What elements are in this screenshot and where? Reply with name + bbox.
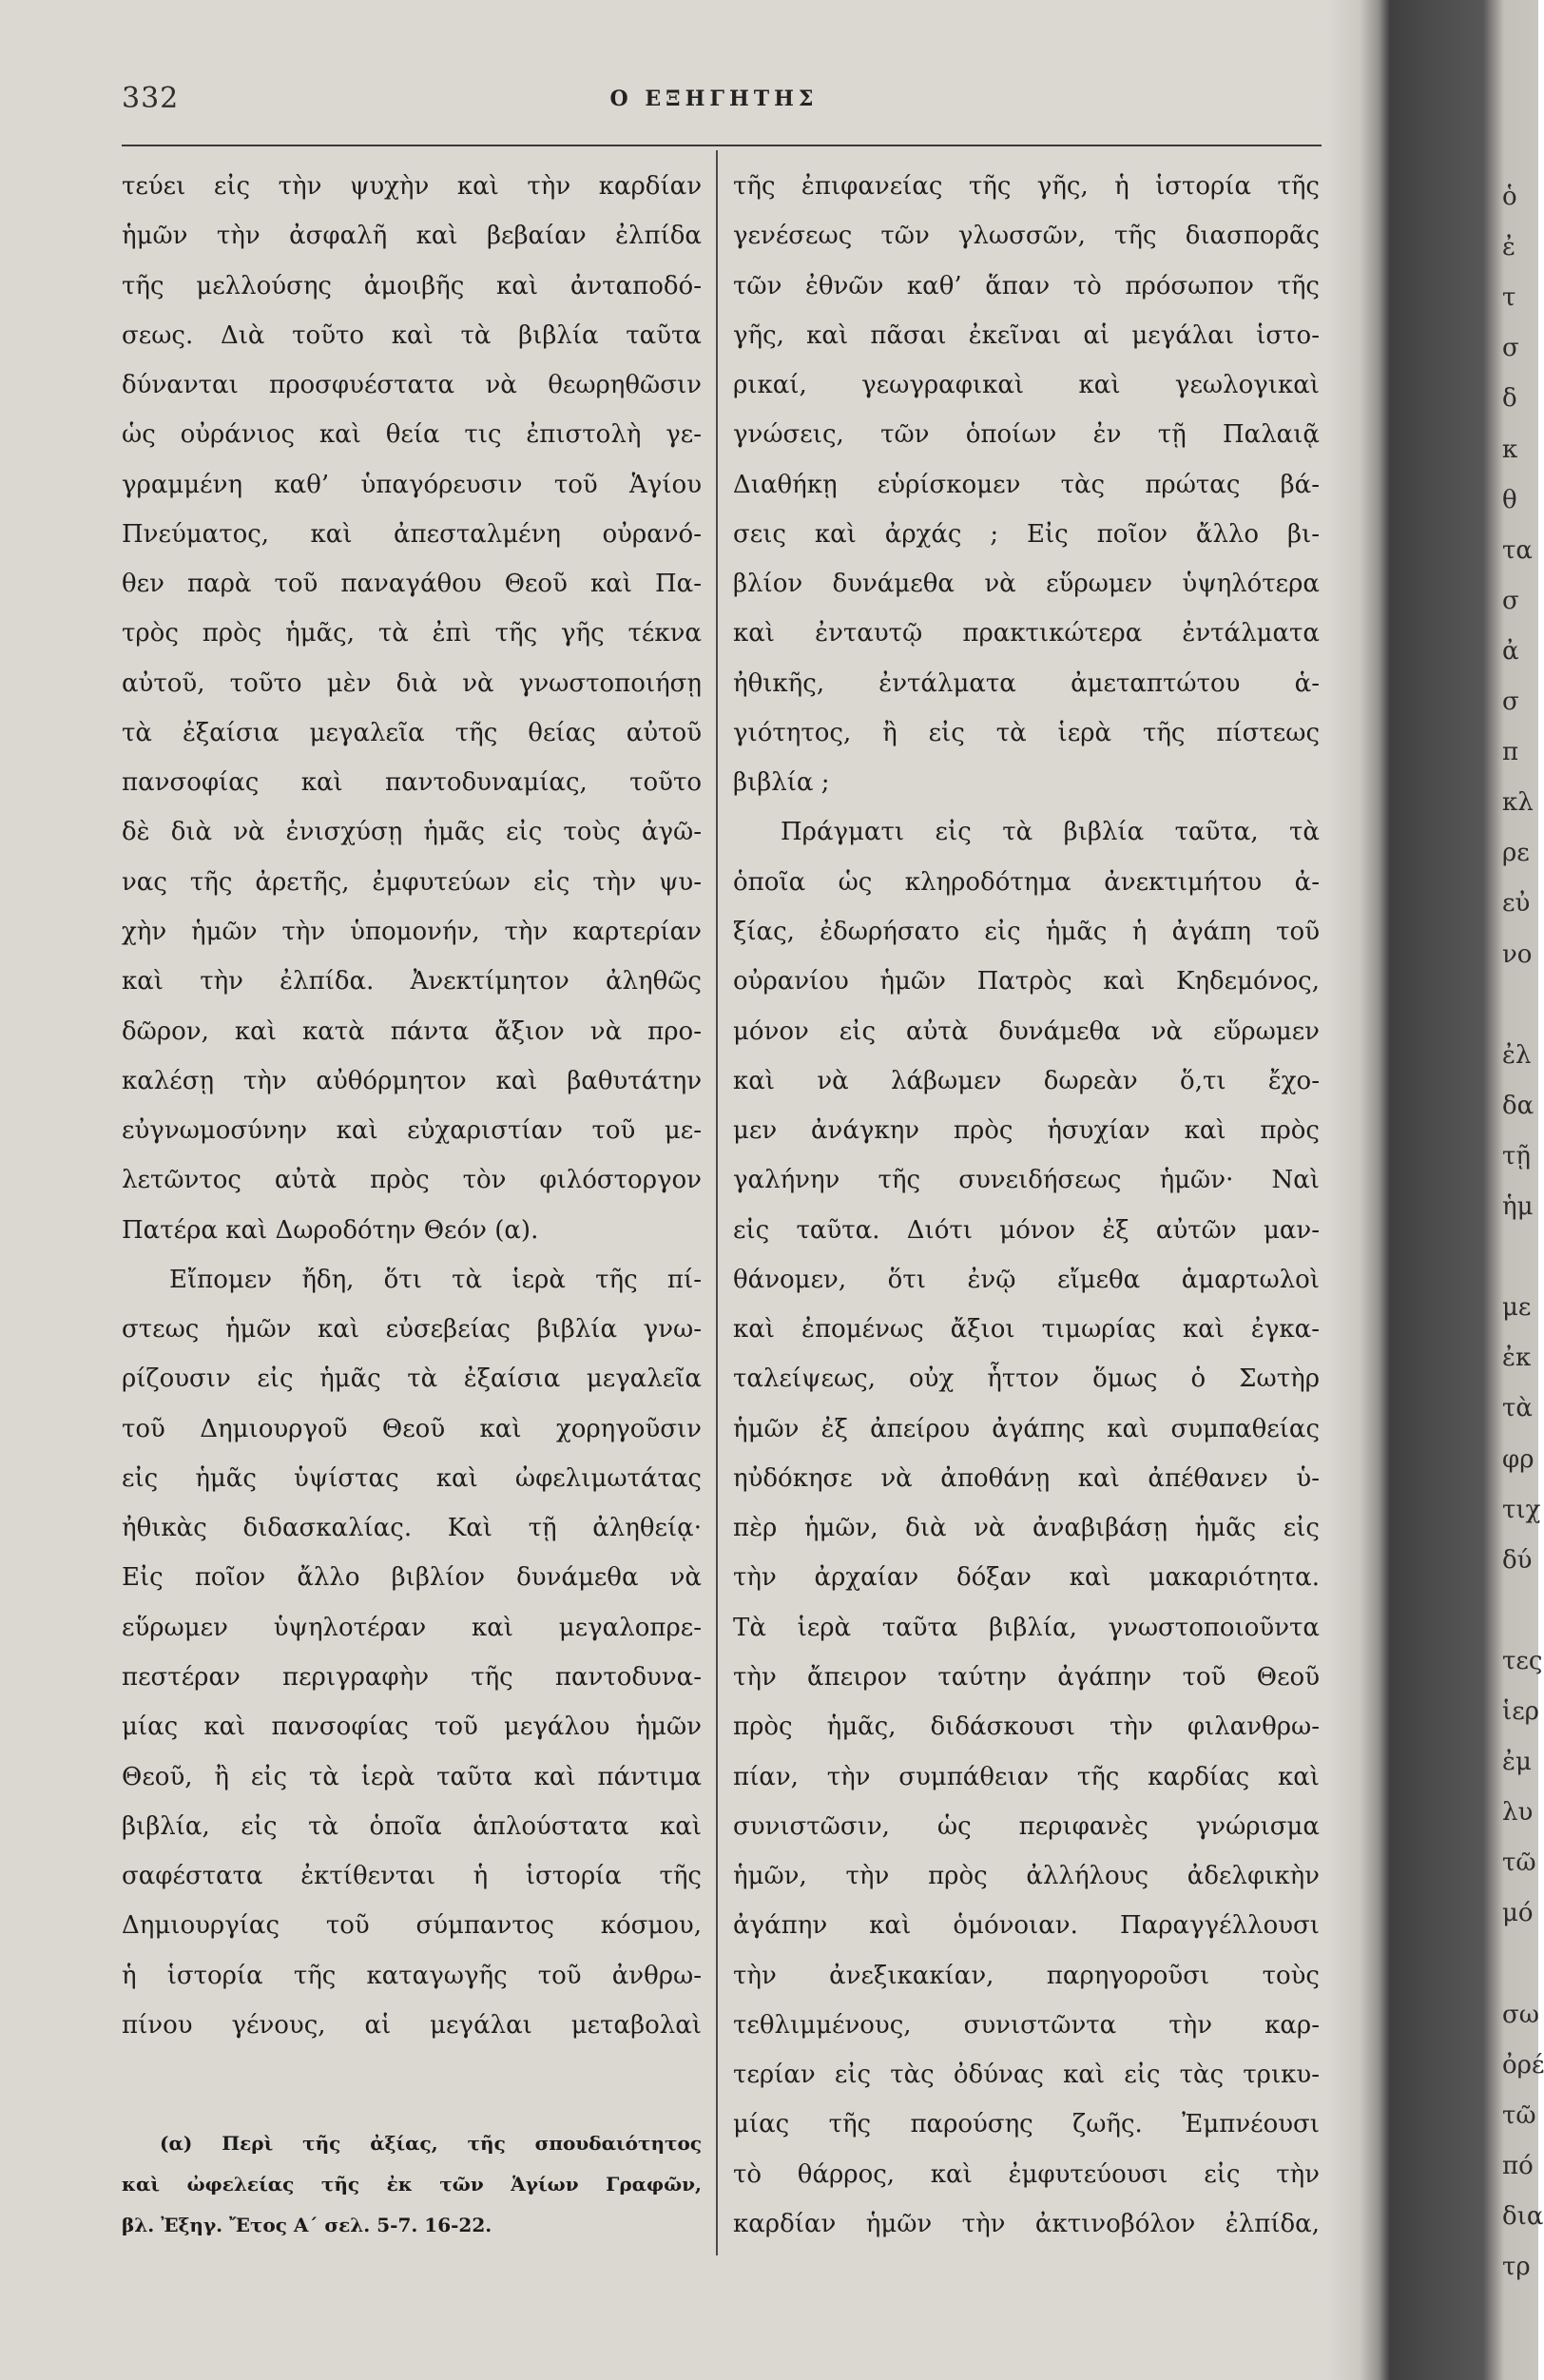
text-line: ηὐδόκησε νὰ ἀποθάνῃ καὶ ἀπέθανεν ὑ- [733, 1463, 1320, 1493]
facing-page-fragment: ἡμ [1502, 1192, 1534, 1221]
text-line: πίαν, τὴν συμπάθειαν τῆς καρδίας καὶ [733, 1762, 1320, 1791]
text-line: νας τῆς ἀρετῆς, ἐμφυτεύων εἰς τὴν ψυ- [122, 867, 702, 897]
right-text-column [733, 162, 1320, 2249]
text-line: τὴν ἀνεξικακίαν, παρηγοροῦσι τοὺς [733, 1961, 1320, 1990]
text-line: τῶν ἐθνῶν καθ’ ἅπαν τὸ πρόσωπον τῆς [733, 271, 1320, 300]
text-line: ρικαί, γεωγραφικαὶ καὶ γεωλογικαὶ [733, 371, 1320, 400]
text-line: γνώσεις, τῶν ὁποίων ἐν τῇ Παλαιᾷ [733, 420, 1320, 450]
facing-page-fragment: ὁ [1502, 183, 1517, 211]
text-line: εἰς ἡμᾶς ὑψίστας καὶ ὠφελιμωτάτας [122, 1463, 702, 1493]
text-line: πρὸς ἡμᾶς, διδάσκουσι τὴν φιλανθρω- [733, 1712, 1320, 1742]
text-line: βλίον δυνάμεθα νὰ εὕρωμεν ὑψηλότερα [733, 570, 1320, 599]
facing-page-fragment: τιχ [1502, 1495, 1541, 1524]
text-line: εὕρωμεν ὑψηλοτέραν καὶ μεγαλοπρε- [122, 1613, 702, 1642]
text-line: πανσοφίας καὶ παντοδυναμίας, τοῦτο [122, 768, 702, 798]
text-line: ὁποῖα ὡς κληροδότημα ἀνεκτιμήτου ἀ- [733, 867, 1320, 897]
text-line: Εἴπομεν ἤδη, ὅτι τὰ ἱερὰ τῆς πί- [169, 1265, 702, 1294]
text-line: συνιστῶσιν, ὡς περιφανὲς γνώρισμα [733, 1811, 1320, 1841]
facing-page-fragment: σω [1502, 2000, 1539, 2029]
text-line: αὐτοῦ, τοῦτο μὲν διὰ νὰ γνωστοποιήσῃ [122, 668, 702, 698]
text-line: τεύει εἰς τὴν ψυχὴν καὶ τὴν καρδίαν [122, 172, 702, 201]
footnote-line: καὶ ὠφελείας τῆς ἐκ τῶν Ἁγίων Γραφῶν, [122, 2173, 702, 2196]
text-line: τοῦ Δημιουργοῦ Θεοῦ καὶ χορηγοῦσιν [122, 1414, 702, 1443]
facing-page-fragment: ρε [1502, 839, 1530, 868]
facing-page-fragment: ἱερ [1502, 1697, 1539, 1726]
running-title: Ο ΕΞΗΓΗΤΗΣ [609, 87, 819, 111]
text-line: στεως ἡμῶν καὶ εὐσεβείας βιβλία γνω- [122, 1315, 702, 1345]
facing-page-fragment: τῇ [1502, 1141, 1531, 1171]
text-line: βιβλία ; [733, 768, 830, 798]
text-line: δὲ διὰ νὰ ἐνισχύσῃ ἡμᾶς εἰς τοὺς ἀγῶ- [122, 818, 702, 847]
text-line: Εἰς ποῖον ἄλλο βιβλίον δυνάμεθα νὰ [122, 1563, 702, 1593]
text-line: καὶ νὰ λάβωμεν δωρεὰν ὅ,τι ἔχο- [733, 1066, 1320, 1095]
text-line: ἀγάπην καὶ ὁμόνοιαν. Παραγγέλλουσι [733, 1911, 1320, 1941]
facing-page-fragment: δύ [1502, 1545, 1533, 1575]
text-line: ὡς οὐράνιος καὶ θεία τις ἐπιστολὴ γε- [122, 420, 702, 450]
text-line: ἡ ἱστορία τῆς καταγωγῆς τοῦ ἀνθρω- [122, 1961, 702, 1990]
text-line: καὶ ἐνταυτῷ πρακτικώτερα ἐντάλματα [733, 619, 1320, 648]
facing-page-fragment: δια [1502, 2202, 1544, 2231]
text-line: οὐρανίου ἡμῶν Πατρὸς καὶ Κηδεμόνος, [733, 967, 1320, 997]
page-number: 332 [122, 82, 180, 115]
text-line: σεις καὶ ἀρχάς ; Εἰς ποῖον ἄλλο βι- [733, 519, 1320, 549]
facing-page-fragment: νο [1502, 939, 1533, 969]
text-line: πὲρ ἡμῶν, διὰ νὰ ἀναβιβάσῃ ἡμᾶς εἰς [733, 1514, 1320, 1543]
text-line: ἠθικὰς διδασκαλίας. Καὶ τῇ ἀληθείᾳ· [122, 1514, 702, 1543]
text-line: Πνεύματος, καὶ ἀπεσταλμένη οὐρανό- [122, 519, 702, 549]
text-line: καὶ τὴν ἐλπίδα. Ἀνεκτίμητον ἀληθῶς [122, 967, 702, 997]
text-line: λετῶντος αὐτὰ πρὸς τὸν φιλόστοργον [122, 1166, 702, 1195]
text-line: τὴν ἄπειρον ταύτην ἀγάπην τοῦ Θεοῦ [733, 1662, 1320, 1692]
text-line: τὴν ἀρχαίαν δόξαν καὶ μακαριότητα. [733, 1563, 1320, 1593]
text-line: γραμμένη καθ’ ὑπαγόρευσιν τοῦ Ἁγίου [122, 470, 702, 499]
facing-page-fragment: ἐμ [1502, 1748, 1532, 1777]
text-line: ἡμῶν τὴν ἀσφαλῆ καὶ βεβαίαν ἐλπίδα [122, 222, 702, 251]
facing-page-fragment: ἐκ [1502, 1344, 1532, 1373]
facing-page-fragment: σ [1502, 334, 1519, 363]
text-line: καὶ ἐπομένως ἄξιοι τιμωρίας καὶ ἐγκα- [733, 1315, 1320, 1345]
facing-page-edge [1496, 0, 1544, 2380]
text-line: τεθλιμμένους, συνιστῶντα τὴν καρ- [733, 2010, 1320, 2040]
facing-page-fragment: φρ [1502, 1444, 1534, 1474]
text-line: Τὰ ἱερὰ ταῦτα βιβλία, γνωστοποιοῦντα [733, 1613, 1320, 1642]
text-line: σαφέστατα ἐκτίθενται ἡ ἱστορία τῆς [122, 1862, 702, 1891]
facing-page-fragment: τῶ [1502, 2100, 1536, 2130]
facing-page-fragment: π [1502, 738, 1519, 767]
footnote [122, 2123, 702, 2246]
text-line: ἡμῶν ἐξ ἀπείρου ἀγάπης καὶ συμπαθείας [733, 1414, 1320, 1443]
facing-page-fragment: ὀρέ [1502, 2050, 1544, 2080]
footnote-line: βλ. Ἐξηγ. Ἔτος Α΄ σελ. 5-7. 16-22. [122, 2214, 492, 2236]
text-line: εἰς ταῦτα. Διότι μόνον ἐξ αὐτῶν μαν- [733, 1215, 1320, 1245]
text-line: γῆς, καὶ πᾶσαι ἐκεῖναι αἱ μεγάλαι ἱστο- [733, 320, 1320, 350]
text-line: καρδίαν ἡμῶν τὴν ἀκτινοβόλον ἐλπίδα, [733, 2209, 1320, 2238]
text-line: μόνον εἰς αὐτὰ δυνάμεθα νὰ εὕρωμεν [733, 1016, 1320, 1046]
text-line: τερίαν εἰς τὰς ὀδύνας καὶ εἰς τὰς τρικυ- [733, 2061, 1320, 2090]
text-line: ξίας, ἐδωρήσατο εἰς ἡμᾶς ἡ ἀγάπη τοῦ [733, 917, 1320, 946]
text-line: τὰ ἐξαίσια μεγαλεῖα τῆς θείας αὐτοῦ [122, 718, 702, 747]
text-line: ρίζουσιν εἰς ἡμᾶς τὰ ἐξαίσια μεγαλεῖα [122, 1364, 702, 1394]
text-line: ταλείψεως, οὐχ ἧττον ὅμως ὁ Σωτὴρ [733, 1364, 1320, 1394]
facing-page-fragment: με [1502, 1293, 1532, 1323]
facing-page-fragment: ἀ [1502, 636, 1519, 666]
text-line: δύνανται προσφυέστατα νὰ θεωρηθῶσιν [122, 371, 702, 400]
text-line: τὸ θάρρος, καὶ ἐμφυτεύουσι εἰς τὴν [733, 2159, 1320, 2189]
facing-page-fragment: θ [1502, 485, 1517, 514]
facing-page-fragment: κ [1502, 435, 1518, 464]
header-rule [122, 145, 1322, 146]
text-line: τρὸς πρὸς ἡμᾶς, τὰ ἐπὶ τῆς γῆς τέκνα [122, 619, 702, 648]
text-line: χὴν ἡμῶν τὴν ὑπομονήν, τὴν καρτερίαν [122, 917, 702, 946]
text-line: θάνομεν, ὅτι ἐνῷ εἴμεθα ἁμαρτωλοὶ [733, 1265, 1320, 1294]
text-line: δῶρον, καὶ κατὰ πάντα ἄξιον νὰ προ- [122, 1016, 702, 1046]
text-line: καλέσῃ τὴν αὐθόρμητον καὶ βαθυτάτην [122, 1066, 702, 1095]
text-line: μίας καὶ πανσοφίας τοῦ μεγάλου ἡμῶν [122, 1712, 702, 1742]
facing-page-fragment: πό [1502, 2151, 1534, 2180]
text-line: γαλήνην τῆς συνειδήσεως ἡμῶν· Ναὶ [733, 1166, 1320, 1195]
text-line: ἠθικῆς, ἐντάλματα ἀμεταπτώτου ἁ- [733, 668, 1320, 698]
facing-page-fragment: ἐ [1502, 233, 1515, 262]
left-text-column [122, 162, 702, 2050]
facing-page-fragment: τα [1502, 535, 1533, 565]
text-line: τῆς ἐπιφανείας τῆς γῆς, ἡ ἱστορία τῆς [733, 172, 1320, 201]
text-line: Θεοῦ, ἢ εἰς τὰ ἱερὰ ταῦτα καὶ πάντιμα [122, 1762, 702, 1791]
text-line: τῆς μελλούσης ἀμοιβῆς καὶ ἀνταποδό- [122, 271, 702, 300]
text-line: Πράγματι εἰς τὰ βιβλία ταῦτα, τὰ [781, 818, 1320, 847]
facing-page-fragment: μό [1502, 1899, 1534, 1928]
text-line: μεν ἀνάγκην πρὸς ἡσυχίαν καὶ πρὸς [733, 1116, 1320, 1146]
text-line: θεν παρὰ τοῦ παναγάθου Θεοῦ καὶ Πα- [122, 570, 702, 599]
facing-page-fragment: τ [1502, 283, 1516, 313]
facing-page-fragment: δ [1502, 384, 1517, 414]
footnote-line: (α) Περὶ τῆς ἀξίας, τῆς σπουδαιότητος [160, 2132, 702, 2155]
facing-page-fragment: σ [1502, 586, 1519, 615]
text-line: Διαθήκῃ εὑρίσκομεν τὰς πρώτας βά- [733, 470, 1320, 499]
text-line: γενέσεως τῶν γλωσσῶν, τῆς διασπορᾶς [733, 222, 1320, 251]
facing-page-fragment: τρ [1502, 2253, 1531, 2282]
text-line: εὐγνωμοσύνην καὶ εὐχαριστίαν τοῦ με- [122, 1116, 702, 1146]
text-line: πίνου γένους, αἱ μεγάλαι μεταβολαὶ [122, 2010, 702, 2040]
facing-page-fragment: τὰ [1502, 1394, 1533, 1423]
text-line: σεως. Διὰ τοῦτο καὶ τὰ βιβλία ταῦτα [122, 320, 702, 350]
facing-page-fragment: τες [1502, 1646, 1543, 1675]
facing-page-fragment: λυ [1502, 1798, 1534, 1828]
facing-page-fragment: κλ [1502, 788, 1534, 818]
facing-page-fragment: τῶ [1502, 1848, 1536, 1878]
facing-page-fragment: δα [1502, 1091, 1534, 1120]
facing-page-fragment: εὐ [1502, 889, 1531, 919]
text-line: Δημιουργίας τοῦ σύμπαντος κόσμου, [122, 1911, 702, 1941]
text-line: γιότητος, ἢ εἰς τὰ ἱερὰ τῆς πίστεως [733, 718, 1320, 747]
text-line: Πατέρα καὶ Δωροδότην Θεόν (α). [122, 1215, 539, 1245]
column-divider [716, 150, 718, 2255]
text-line: μίας τῆς παρούσης ζωῆς. Ἐμπνέουσι [733, 2110, 1320, 2139]
text-line: βιβλία, εἰς τὰ ὁποῖα ἁπλούστατα καὶ [122, 1811, 702, 1841]
text-line: πεστέραν περιγραφὴν τῆς παντοδυνα- [122, 1662, 702, 1692]
facing-page-fragment: σ [1502, 687, 1519, 716]
facing-page-fragment: ἐλ [1502, 1040, 1532, 1070]
text-line: ἡμῶν, τὴν πρὸς ἀλλήλους ἀδελφικὴν [733, 1862, 1320, 1891]
